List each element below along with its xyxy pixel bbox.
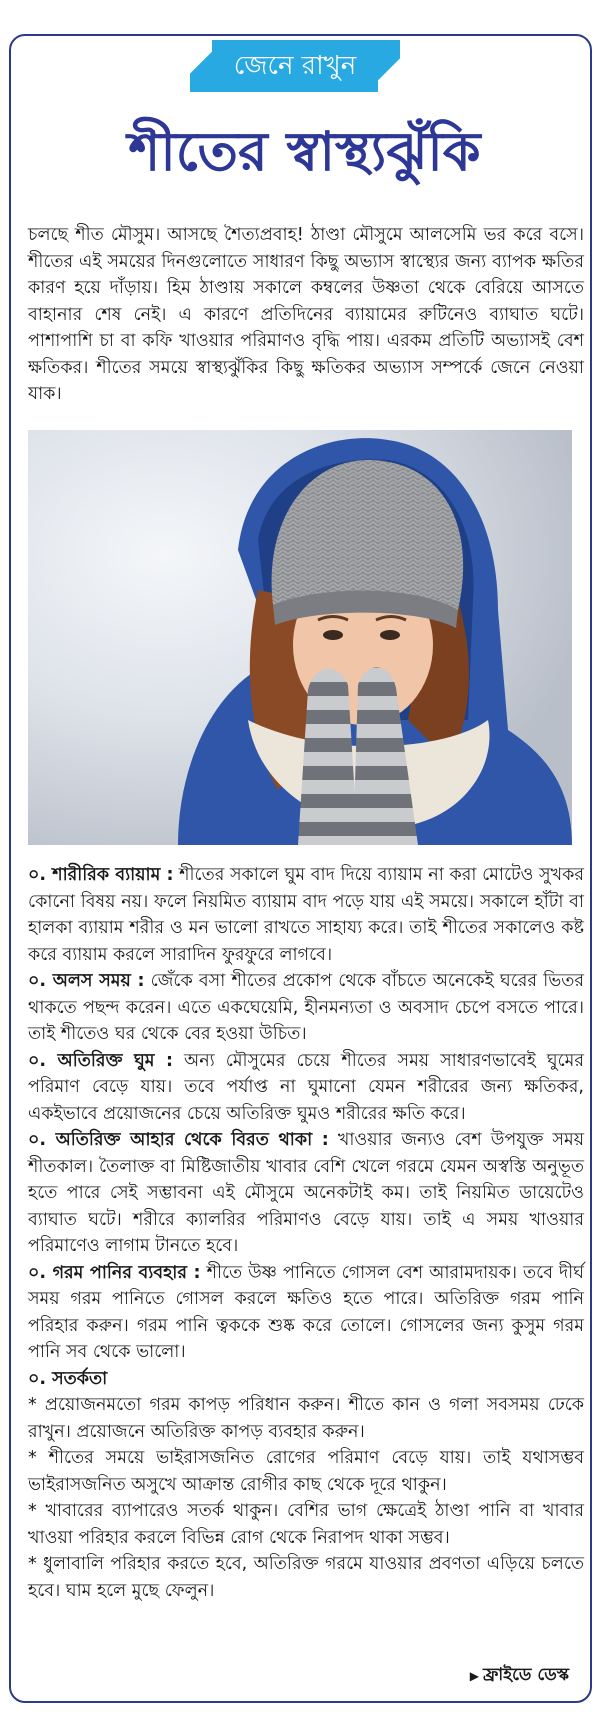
caution-item: * ধুলাবালি পরিহার করতে হবে, অতিরিক্ত গরমে যাওয়ার প্রবণতা এড়িয়ে চলতে হবে। ঘাম হলে মুছে ফেলুন। [28,1554,584,1601]
section-oversleep [28,1048,584,1128]
section-text: শীতের সকালে ঘুম বাদ দিয়ে ব্যায়াম না করা মোটেও সুখকর কোনো বিষয় নয়। ফলে নিয়মিত ব্যায়াম বাদ পড়ে যায় এই সময়ে। সকালে হাঁটা বা হালকা ব্যায়াম শরীর ও মন ভালো রাখতে সাহায্য করে। তাই শীতের সকালেও কষ্ট করে ব্যায়াম করলে সারাদিন ফুরফুরে লাগবে। [28,865,584,965]
byline [470,1662,569,1690]
section-overeating [28,1127,584,1260]
kicker-label: জেনে রাখুন [233,51,357,81]
kicker-swoosh-left [190,40,212,92]
caution-item: * শীতের সময়ে ভাইরাসজনিত রোগের পরিমাণ বেড়ে যায়। তাই যথাসম্ভব ভাইরাসজনিত অসুখে আক্রান্ত রোগীর কাছ থেকে দূরে থাকুন। [28,1448,584,1495]
intro-paragraph: চলছে শীত মৌসুম। আসছে শৈত্যপ্রবাহ! ঠাণ্ডা মৌসুমে আলসেমি ভর করে বসে। শীতের এই সময়ের দিনগুলোতে সাধারণ কিছু অভ্যাস স্বাস্থ্যের জন্য ব্যাপক ক্ষতির কারণ হয়ে দাঁড়ায়। হিম ঠাণ্ডায় সকালে কম্বলের উষ্ণতা থেকে বেরিয়ে আসতে বাহানার শেষ নেই। এ কারণে প্রতিদিনের ব্যায়ামের রুটিনেও ব্যাঘাত ঘটে। পাশাপাশি চা বা কফি খাওয়ার পরিমাণও বৃদ্ধি পায়। এরকম প্রতিটি অভ্যাসই বেশ ক্ষতিকর। শীতের সময়ে স্বাস্থ্যঝুঁকির কিছু ক্ষতিকর অভ্যাস সম্পর্কে জেনে নেওয়া যাক। [28,225,584,404]
article-headline: শীতের স্বাস্থ্যঝুঁকি [128,119,481,183]
caution-item: * খাবারের ব্যাপারেও সতর্ক থাকুন। বেশির ভাগ ক্ষেত্রেই ঠাণ্ডা পানি বা খাবার খাওয়া পরিহার করলে বিভিন্ন রোগ থেকে নিরাপদ থাকা সম্ভব। [28,1501,584,1548]
section-heading: ০. অতিরিক্ত ঘুম : [28,1050,174,1071]
section-heading: ০. গরম পানির ব্যবহার : [28,1262,201,1283]
section-heading: ০. অলস সময় : [28,971,145,991]
section-heading: ০. সতর্কতা [28,1368,108,1389]
winter-woman-illustration [28,430,572,845]
section-exercise [28,862,584,968]
article-photo [28,430,572,845]
section-text: জেঁকে বসা শীতের প্রকোপ থেকে বাঁচতে অনেকেই ঘরের ভিতর থাকতে পছন্দ করেন। এতে একঘেয়েমি, হীনমন্যতা ও অবসাদ চেপে বসতে পারে। তাই শীতেও ঘর থেকে বের হওয়া উচিত। [28,971,584,1044]
byline-text: ফ্রাইডে ডেস্ক [482,1665,569,1685]
section-idle-time [28,968,584,1048]
kicker-swoosh-right [378,40,400,92]
section-text: শীতে উষ্ণ পানিতে গোসল বেশ আরামদায়ক। তবে দীর্ঘ সময় গরম পানিতে গোসল করলে ক্ষতিও হতে পারে। অতিরিক্ত গরম পানি পরিহার করুন। গরম পানি ত্বককে শুষ্ক করে তোলে। গোসলের জন্য কুসুম গরম পানি সব থেকে ভালো। [28,1262,584,1362]
article-body [28,862,584,1604]
section-heading: ০. শারীরিক ব্যায়াম : [28,865,174,885]
section-caution [28,1366,584,1393]
section-text: খাওয়ার জন্যও বেশ উপযুক্ত সময় শীতকাল। তৈলাক্ত বা মিষ্টিজাতীয় খাবার বেশি খেলে গরমে যেমন অস্বস্তি অনুভূত হতে পারে সেই সম্ভাবনা এই মৌসুমে অনেকটাই কম। তাই নিয়মিত ডায়েটেও ব্যাঘাত ঘটে। শরীরে ক্যালরির পরিমাণও বেড়ে যায়। তাই এ সময় খাওয়ার পরিমাণেও লাগাম টানতে হবে। [28,1130,585,1256]
section-heading: ০. অতিরিক্ত আহার থেকে বিরত থাকা : [28,1130,329,1150]
section-kicker [190,40,400,92]
caution-item: * প্রয়োজনমতো গরম কাপড় পরিধান করুন। শীতে কান ও গলা সবসময় ঢেকে রাখুন। প্রয়োজনে অতিরিক্ত কাপড় ব্যবহার করুন। [28,1395,584,1442]
section-text: অন্য মৌসুমের চেয়ে শীতের সময় সাধারণভাবেই ঘুমের পরিমাণ বেড়ে যায়। তবে পর্যাপ্ত না ঘুমানো যেমন শরীরের জন্য ক্ষতিকর, একইভাবে প্রয়োজনের চেয়ে অতিরিক্ত ঘুমও শরীরের ক্ষতি করে। [28,1050,584,1124]
triangle-right-icon: ▶ [469,1669,479,1683]
section-hot-water [28,1260,584,1366]
